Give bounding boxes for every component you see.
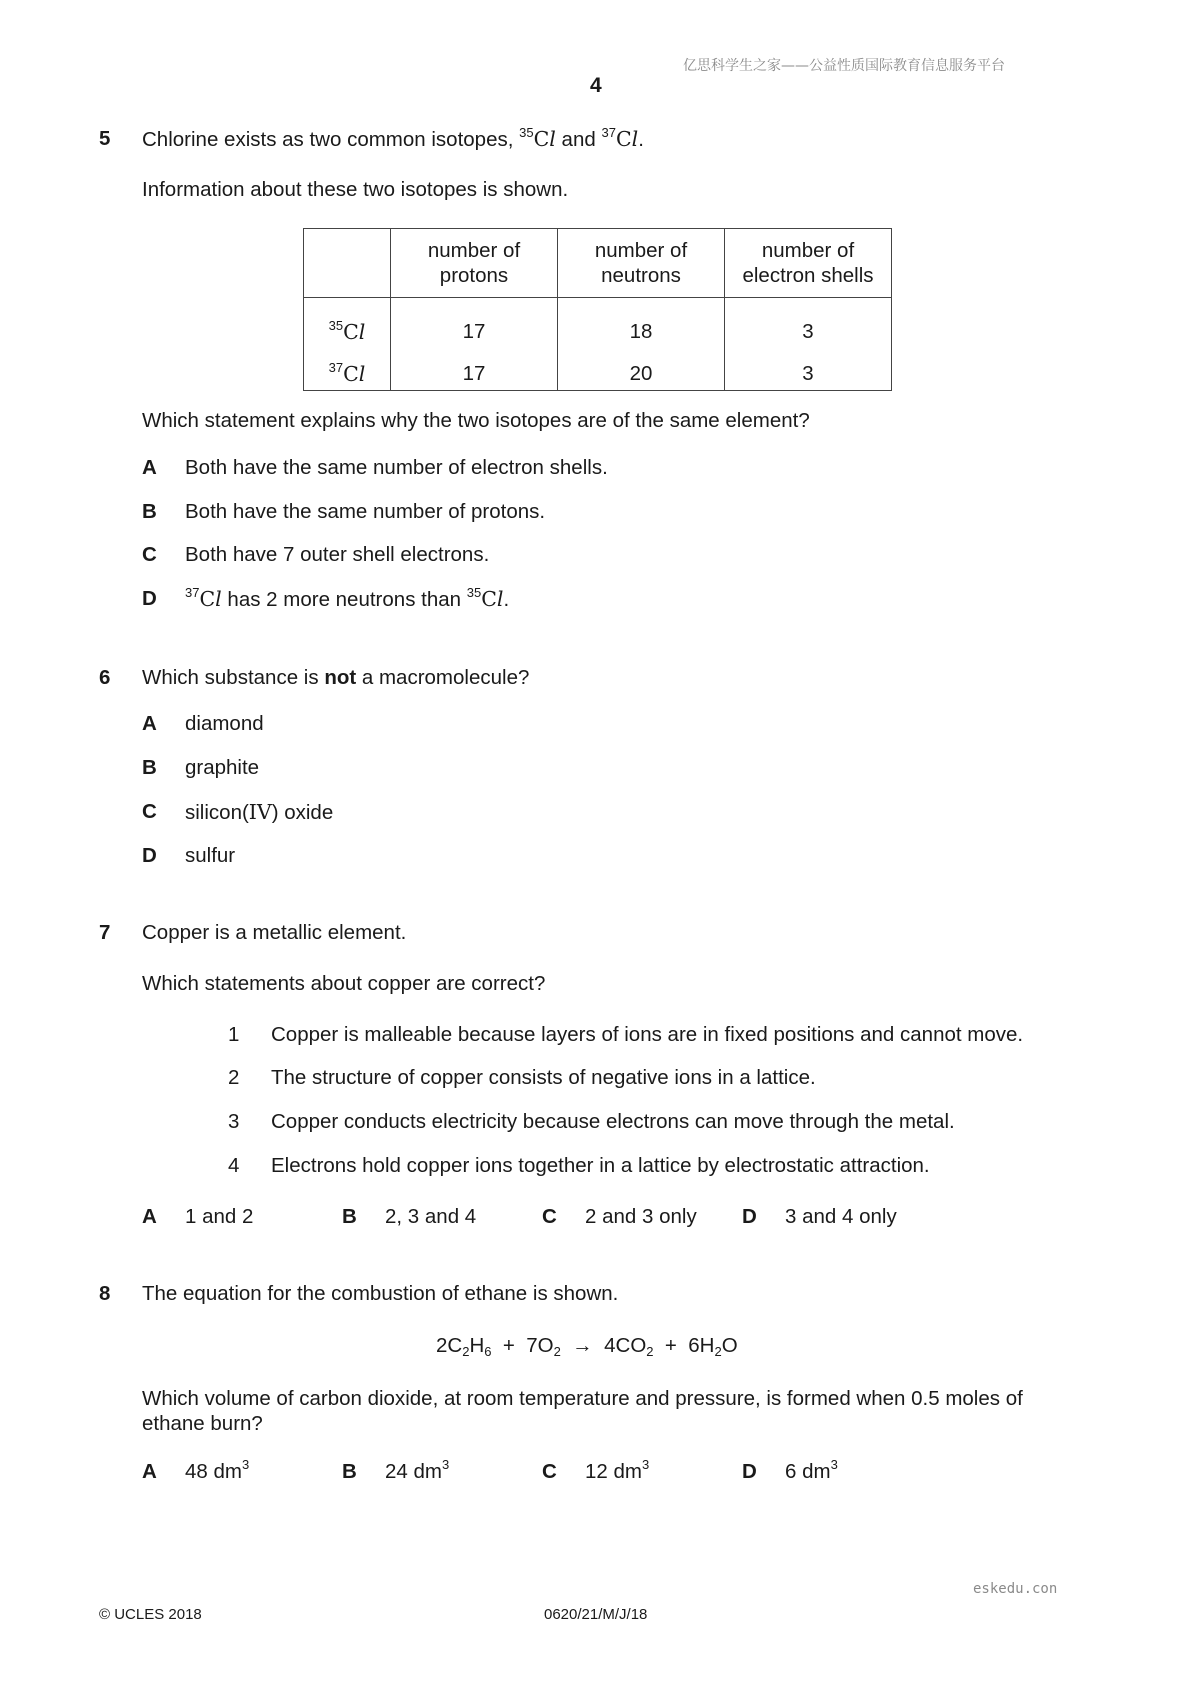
q8-option-a-letter: A bbox=[142, 1460, 157, 1483]
cell-neutrons: 18 bbox=[558, 298, 725, 359]
q6-option-d-letter: D bbox=[142, 844, 157, 867]
q7-statement-number: 2 bbox=[228, 1066, 240, 1089]
q8-option-b-text: 24 $dm^3$ bbox=[385, 1457, 450, 1483]
table-corner-cell bbox=[304, 229, 391, 298]
q7-statement-text: Copper conducts electricity because electrons can move through the metal. bbox=[271, 1110, 955, 1133]
q6-stem: Which substance is not a macromolecule? bbox=[142, 666, 530, 689]
q5-option-d-text: $^{37}$Cl has 2 more neutrons than $^{35}$Cl. bbox=[185, 585, 510, 611]
watermark: eskedu.con bbox=[973, 1581, 1058, 1597]
q5-info: Information about these two isotopes is shown. bbox=[142, 178, 569, 201]
q5-option-b-letter: B bbox=[142, 500, 157, 523]
q7-option-b-text: 2, 3 and 4 bbox=[385, 1205, 477, 1228]
cell-protons: 17 bbox=[391, 298, 558, 359]
q7-statement-text: Copper is malleable because layers of ions are in fixed positions and cannot move. bbox=[271, 1023, 1024, 1046]
q5-question: Which statement explains why the two isotopes are of the same element? bbox=[142, 409, 810, 432]
q5-option-b-text: Both have the same number of protons. bbox=[185, 500, 546, 523]
q7-option-a-letter: A bbox=[142, 1205, 157, 1228]
q7-statement-text: The structure of copper consists of negative ions in a lattice. bbox=[271, 1066, 816, 1089]
combustion-equation: $2C_2H_6 + 7O_2 \to 4CO_2 + 6H_2O$ bbox=[436, 1334, 738, 1359]
q6-option-b-text: graphite bbox=[185, 756, 260, 779]
q5-stem: Chlorine exists as two common isotopes, $^{35}$Cl and $^{37}$Cl. bbox=[142, 125, 644, 151]
q7-option-d-text: 3 and 4 only bbox=[785, 1205, 897, 1228]
q7-option-c-text: 2 and 3 only bbox=[585, 1205, 697, 1228]
q7-option-b-letter: B bbox=[342, 1205, 357, 1228]
question-number-7: 7 bbox=[99, 921, 111, 944]
question-number-6: 6 bbox=[99, 666, 111, 689]
question-number-5: 5 bbox=[99, 127, 111, 150]
q6-option-b-letter: B bbox=[142, 756, 157, 779]
q7-option-a-text: 1 and 2 bbox=[185, 1205, 254, 1228]
q8-option-c-text: 12 $dm^3$ bbox=[585, 1457, 650, 1483]
table-row bbox=[304, 358, 892, 391]
q6-option-c-letter: C bbox=[142, 800, 157, 823]
q8-question-line1: Which volume of carbon dioxide, at room temperature and pressure, is formed when 0.5 moles of bbox=[142, 1387, 1023, 1410]
cell-shells: 3 bbox=[725, 298, 892, 359]
q5-option-c-letter: C bbox=[142, 543, 157, 566]
q6-option-c-text: silicon(IV) oxide bbox=[185, 800, 334, 824]
q5-option-c-text: Both have 7 outer shell electrons. bbox=[185, 543, 490, 566]
table-row bbox=[304, 298, 892, 359]
q5-option-d-letter: D bbox=[142, 587, 157, 610]
q8-option-a-text: 48 $dm^3$ bbox=[185, 1457, 250, 1483]
q6-option-d-text: sulfur bbox=[185, 844, 236, 867]
q7-option-d-letter: D bbox=[742, 1205, 757, 1228]
q7-statement-number: 1 bbox=[228, 1023, 240, 1046]
q7-question: Which statements about copper are correct? bbox=[142, 972, 546, 995]
q7-option-c-letter: C bbox=[542, 1205, 557, 1228]
header-site-title: 亿思科学生之家——公益性质国际教育信息服务平台 bbox=[683, 58, 1005, 74]
q8-option-d-letter: D bbox=[742, 1460, 757, 1483]
q7-statement-number: 4 bbox=[228, 1154, 240, 1177]
footer-paper-code: 0620/21/M/J/18 bbox=[544, 1606, 648, 1623]
isotope-cl37: $^{37}$Cl bbox=[304, 358, 391, 391]
q6-option-a-text: diamond bbox=[185, 712, 264, 735]
isotope-cl35: $^{35}$Cl bbox=[304, 298, 391, 359]
cell-neutrons: 20 bbox=[558, 358, 725, 391]
q5-option-a-text: Both have the same number of electron shells. bbox=[185, 456, 608, 479]
q8-option-d-text: 6 $dm^3$ bbox=[785, 1457, 838, 1483]
cell-protons: 17 bbox=[391, 358, 558, 391]
isotope-table bbox=[303, 228, 892, 391]
q6-option-a-letter: A bbox=[142, 712, 157, 735]
page-number: 4 bbox=[590, 74, 602, 97]
q7-statement-number: 3 bbox=[228, 1110, 240, 1133]
footer-copyright: © UCLES 2018 bbox=[99, 1606, 202, 1623]
q8-question-line2: ethane burn? bbox=[142, 1412, 263, 1435]
table-header-row bbox=[304, 229, 892, 298]
q8-stem: The equation for the combustion of ethane is shown. bbox=[142, 1282, 619, 1305]
q8-option-c-letter: C bbox=[542, 1460, 557, 1483]
q7-statement-text: Electrons hold copper ions together in a lattice by electrostatic attraction. bbox=[271, 1154, 930, 1177]
cell-shells: 3 bbox=[725, 358, 892, 391]
q8-option-b-letter: B bbox=[342, 1460, 357, 1483]
header-protons: number of protons bbox=[391, 229, 558, 298]
q7-stem: Copper is a metallic element. bbox=[142, 921, 407, 944]
header-neutrons: number of neutrons bbox=[558, 229, 725, 298]
q5-option-a-letter: A bbox=[142, 456, 157, 479]
header-electron-shells: number of electron shells bbox=[725, 229, 892, 298]
question-number-8: 8 bbox=[99, 1282, 111, 1305]
